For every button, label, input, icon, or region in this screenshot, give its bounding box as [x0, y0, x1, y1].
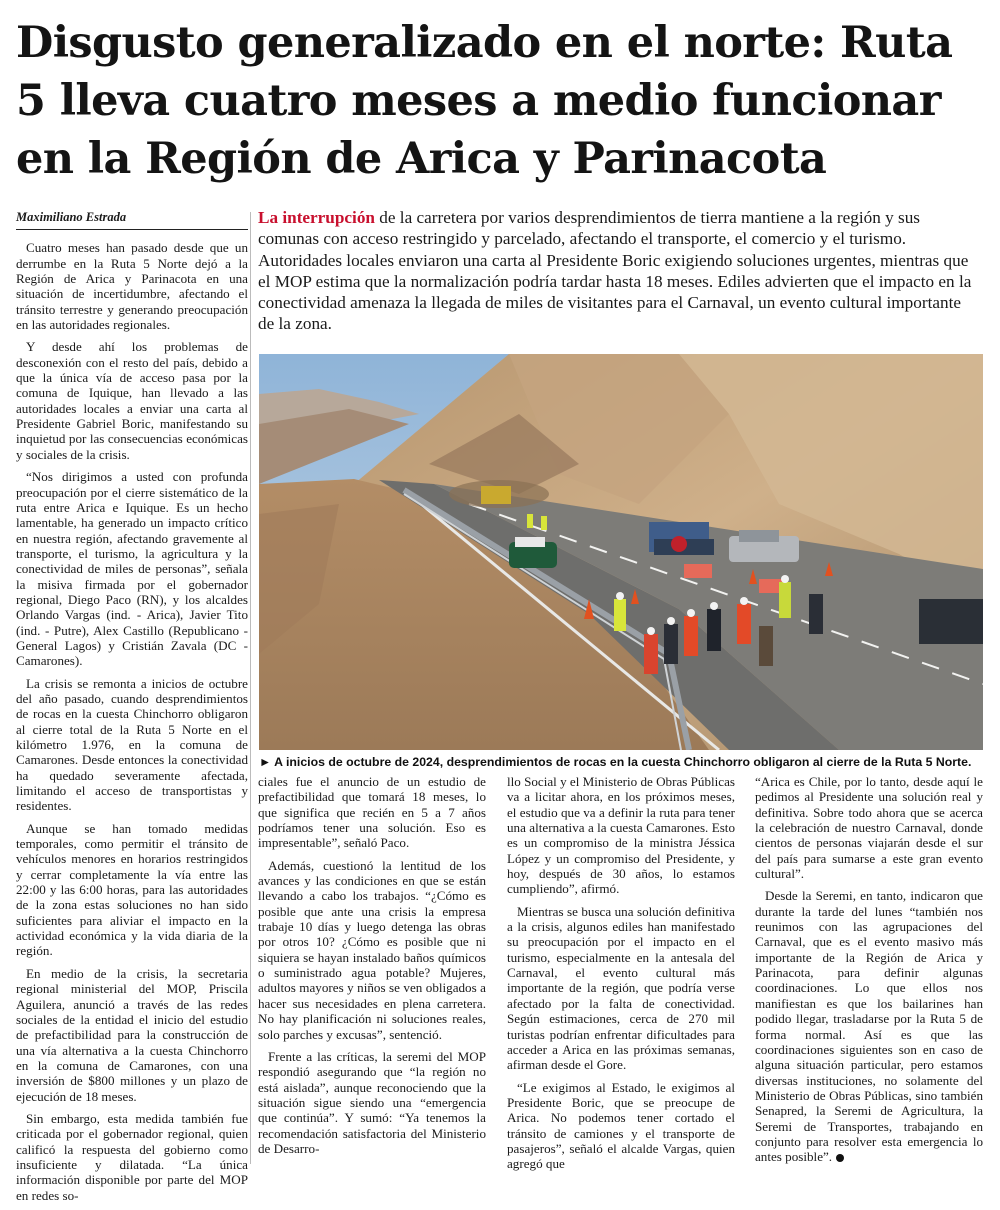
- column-2: [258, 774, 486, 1163]
- paragraph-text: Desde la Seremi, en tanto, indicaron que durante la tarde del lunes “también nos reunimos con las agrupaciones del Carnaval, que es el evento masivo más importante de la Región de Arica y Parinacota, para definir algunas coordinaciones. Lo que ellos nos manifiestan es que los bailarines han podido llegar, trasladarse por la Ruta 5 de forma normal. Así es que las coordinaciones siguientes son en caso de alguna situación particular, pero estamos diversas instituciones, no solamente del Ministerio de Obras Públicas, sino también Senapred, la Seremi de Agricultura, la Seremi de Transportes, trabajando en conjunto para resolver esta emergencia lo antes posible”.: [755, 888, 983, 1165]
- lead-text: de la carretera por varios desprendimientos de tierra mantiene a la región y sus comunas con acceso restringido y parcelado, afectando el transporte, el comercio y el turismo. Autoridades locales enviaron una carta al Presidente Boric exigiendo soluciones urgentes, mientras que el MOP estima que la normalización podría tardar hasta 18 meses. Ediles advierten que el impacto en la conectividad amenaza la llegada de miles de visitantes para el Carnaval, un evento cultural importante de la zona.: [258, 208, 972, 334]
- paragraph: “Arica es Chile, por lo tanto, desde aquí le pedimos al Presidente una solución real y definitiva. Sobre todo ahora que se acerca la celebración de nuestro Carnaval, donde cientos de personas viajarán desde el sur del país para sumarse a este gran evento cultural”.: [755, 774, 983, 882]
- paragraph: Y desde ahí los problemas de desconexión con el resto del país, debido a que la única vía de acceso pasa por la comuna de Iquique, han llevado a las autoridades locales a enviar una carta al Presidente Gabriel Boric, manifestando su inquietud por las consecuencias económicas y sociales de la crisis.: [16, 339, 248, 462]
- headline: Disgusto generalizado en el norte: Ruta 5 lleva cuatro meses a medio funcionar en la Región de Arica y Parinacota: [16, 18, 953, 184]
- column-3: [507, 774, 735, 1179]
- paragraph: [755, 888, 983, 1164]
- paragraph: Mientras se busca una solución definitiva a la crisis, algunos ediles han manifestado su preocupación por el impacto en el turismo, especialmente en la antesala del Carnaval, el evento cultural más importante de la región, que podría verse afectado por la falta de conectividad. Según estimaciones, cerca de 270 mil turistas podrían enfrentar dificultades para acceder a Arica en las próximas semanas, afirman desde el Gore.: [507, 903, 735, 1073]
- paragraph: Sin embargo, esta medida también fue criticada por el gobernador regional, quien calificó la respuesta del gobierno como insuficiente y dilatada. “La única información disponible por parte del MOP en redes so-: [16, 1110, 248, 1203]
- lead-paragraph: [258, 207, 978, 335]
- paragraph: La crisis se remonta a inicios de octubre del año pasado, cuando desprendimientos de rocas en la cuesta Chinchorro obligaron al cierre total de la Ruta 5 Norte en el kilómetro 1.976, en la comuna de Camarones. Desde entonces la conectividad ha quedado severamente afectada, limitando el acceso de transportistas y residentes.: [16, 675, 248, 814]
- paragraph: “Nos dirigimos a usted con profunda preocupación por el cierre sistemático de la ruta entre Arica e Iquique. Es un hecho lamentable, ha generado un impacto crítico en nuestra región, afectando gravemente al transporte, el turismo, la agricultura y la conectividad de miles de personas”, señala la misiva firmada por el gobernador regional, Diego Paco (RN), y los alcaldes Orlando Vargas (ind. - Arica), Javier Tito (ind. - Putre), Alex Castillo (Republicano - General Lagos) y Cristián Zavala (DC - Camarones).: [16, 469, 248, 669]
- paragraph: Frente a las críticas, la seremi del MOP respondió asegurando que “la región no está aislada”, aunque reconociendo que la situación sigue siendo una “emergencia que continúa”. Y sumó: “Ya tenemos la recomendación satisfactoria del Ministerio de Desarro-: [258, 1048, 486, 1156]
- byline: Maximiliano Estrada: [16, 210, 248, 230]
- paragraph: En medio de la crisis, la secretaria regional ministerial del MOP, Priscila Aguilera, anunció a través de las redes sociales de la entidad el inicio del estudio de prefactibilidad para la construcción de una vía alternativa a la cuesta Chinchorro en la comuna de Camarones, con una inversión de $800 millones y un plazo de ejecución de 18 meses.: [16, 965, 248, 1104]
- column-4: [755, 774, 983, 1172]
- left-column: [16, 210, 248, 1210]
- paragraph: Aunque se han tomado medidas temporales, como permitir el tránsito de vehículos menores en horarios restringidos y cerrar completamente la vía entre las 22:00 y las 6:00 horas, para las autoridades de la zona estas soluciones no han sido suficientes para aliviar el impacto en la actividad económica y la vida diaria de la región.: [16, 820, 248, 959]
- landslide-road-photo: [259, 354, 983, 750]
- lead-highlight: La interrupción: [258, 208, 375, 227]
- paragraph: Además, cuestionó la lentitud de los avances y las condiciones en que se están llevando a cabo los trabajos. “¿Cómo es posible que ante una crisis la empresa trabaje 10 días y luego detenga las obras por otros 10? ¿Cómo es posible que ni siquiera se hayan instalado baños químicos o suministrado agua potable? Mujeres, adultos mayores y niños se ven obligados a hacer sus necesidades en plena carretera. No hay planificación ni soluciones reales, solo parches y excusas”, sentenció.: [258, 857, 486, 1042]
- photo-caption: ► A inicios de octubre de 2024, desprendimientos de rocas en la cuesta Chinchorro obligaron al cierre de la Ruta 5 Norte.: [259, 755, 972, 769]
- end-mark-icon: [836, 1154, 844, 1162]
- paragraph: llo Social y el Ministerio de Obras Públicas va a licitar ahora, en los próximos meses, el estudio que va a definir la ruta para tener una alternativa a la cuesta Camarones. Esto es un compromiso de la ministra Jéssica López y un compromiso del Presidente, y hoy, después de 30 años, lo estamos cumpliendo”, afirmó.: [507, 774, 736, 897]
- paragraph: “Le exigimos al Estado, le exigimos al Presidente Boric, que se preocupe de Arica. No podemos tener cortado el tránsito de camiones y el transporte de pasajeros”, señaló el alcalde Vargas, quien agregó que: [507, 1079, 735, 1172]
- column-divider: [250, 212, 251, 1164]
- paragraph: ciales fue el anuncio de un estudio de prefactibilidad que tomará 18 meses, lo que significa que recién en 5 a 7 años podríamos tener una solución. Eso es impresentable”, señaló Paco.: [258, 774, 486, 851]
- paragraph: Cuatro meses han pasado desde que un derrumbe en la Ruta 5 Norte dejó a la Región de Arica y Parinacota en una situación de incertidumbre, afectando el tránsito terrestre y generando preocupación en las autoridades regionales.: [16, 240, 248, 333]
